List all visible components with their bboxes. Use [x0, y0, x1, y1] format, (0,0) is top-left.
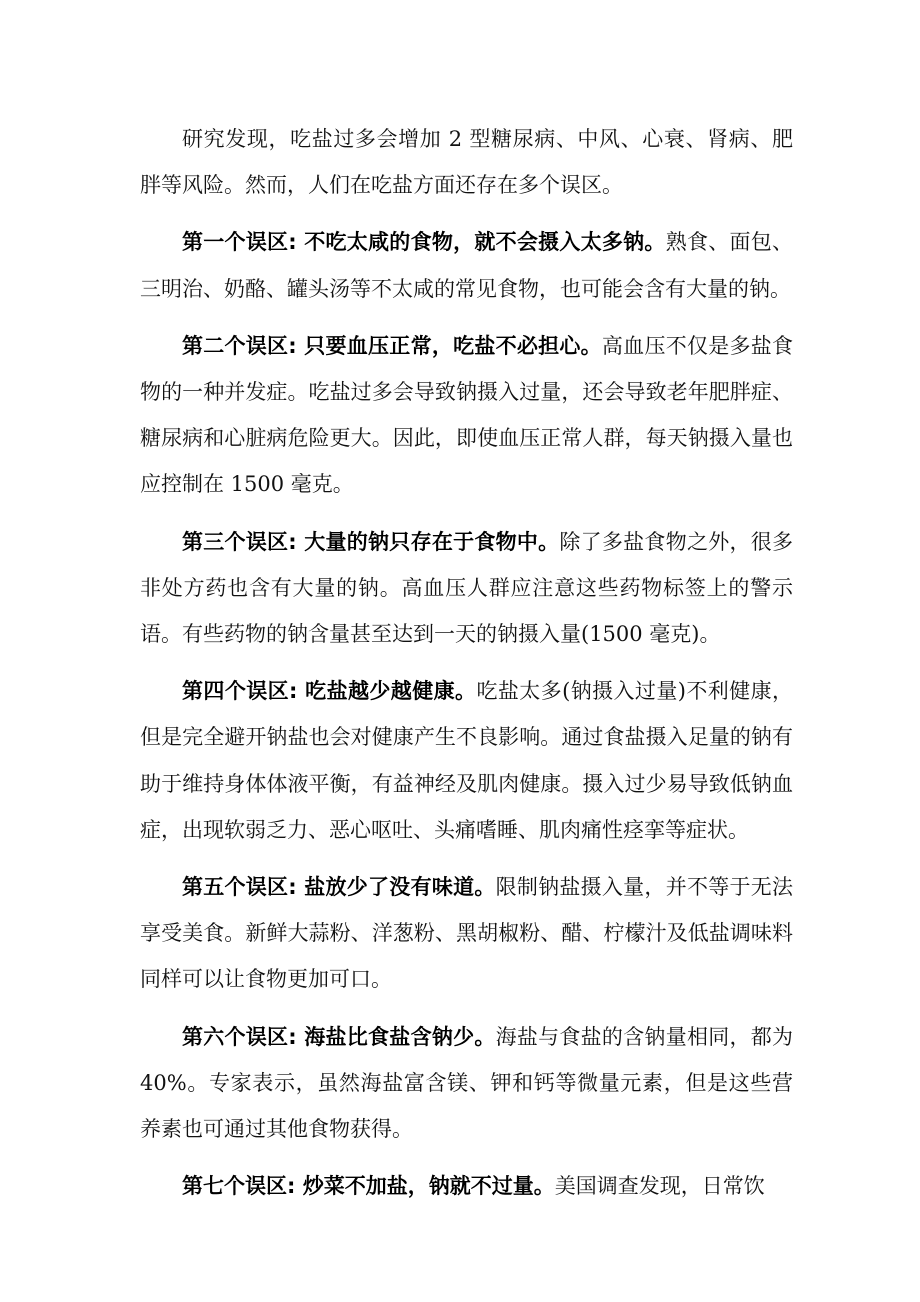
myth-heading: 第六个误区: 海盐比食盐含钠少。 [182, 1024, 496, 1049]
paragraph-intro [140, 116, 793, 208]
paragraph-myth-1 [140, 219, 793, 311]
paragraph-body: 限制钠盐摄入量，并不等于无法享受美食。新鲜大蒜粉、洋葱粉、黑胡椒粉、醋、柠檬汁及低盐调味料同样可以让食物更加可口。 [140, 875, 793, 992]
paragraph-myth-7 [140, 1163, 793, 1209]
paragraph-body: 海盐与食盐的含钠量相同，都为 40%。专家表示，虽然海盐富含镁、钾和钙等微量元素，但是这些营养素也可通过其他食物获得。 [140, 1024, 793, 1142]
paragraph-body: 研究发现，吃盐过多会增加 2 型糖尿病、中风、心衰、肾病、肥胖等风险。然而，人们在吃盐方面还存在多个误区。 [140, 127, 793, 198]
paragraph-myth-3 [140, 519, 793, 658]
paragraph-body: 除了多盐食物之外，很多非处方药也含有大量的钠。高血压人群应注意这些药物标签上的警示语。有些药物的钠含量甚至达到一天的钠摄入量(1500 毫克)。 [140, 529, 793, 647]
myth-heading: 第二个误区: 只要血压正常，吃盐不必担心。 [182, 333, 602, 358]
paragraph-body: 高血压不仅是多盐食物的一种并发症。吃盐过多会导致钠摄入过量，还会导致老年肥胖症、糖尿病和心脏病危险更大。因此，即使血压正常人群，每天钠摄入量也应控制在 1500 毫克。 [140, 333, 794, 497]
paragraph-body: 美国调查发现，日常饮 [554, 1174, 765, 1199]
myth-heading: 第三个误区: 大量的钠只存在于食物中。 [182, 529, 560, 554]
paragraph-myth-6 [140, 1014, 793, 1153]
myth-heading: 第七个误区: 炒菜不加盐，钠就不过量。 [182, 1174, 555, 1199]
paragraph-myth-4 [140, 668, 793, 853]
myth-heading: 第五个误区: 盐放少了没有味道。 [182, 875, 496, 900]
paragraph-myth-2 [140, 323, 793, 508]
paragraph-myth-5 [140, 864, 793, 1003]
myth-heading: 第四个误区: 吃盐越少越健康。 [182, 679, 477, 704]
paragraph-body: 熟食、面包、三明治、奶酪、罐头汤等不太咸的常见食物，也可能会含有大量的钠。 [140, 230, 794, 301]
myth-heading: 第一个误区: 不吃太咸的食物，就不会摄入太多钠。 [182, 230, 666, 255]
paragraph-body: 吃盐太多(钠摄入过量)不利健康，但是完全避开钠盐也会对健康产生不良影响。通过食盐摄入足量的钠有助于维持身体体液平衡，有益神经及肌肉健康。摄入过少易导致低钠血症，出现软弱乏力、恶心呕吐、头痛嗜睡、肌肉痛性痉挛等症状。 [140, 679, 793, 842]
document-page [140, 116, 793, 1220]
